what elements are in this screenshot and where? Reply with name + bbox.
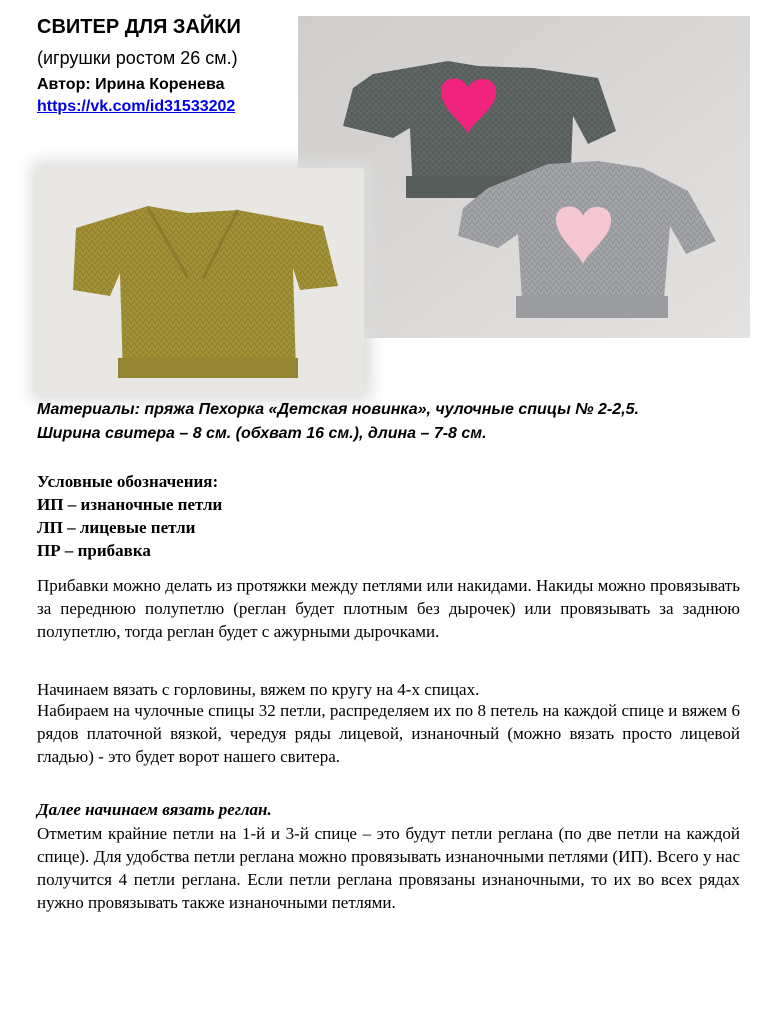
author-vk-link[interactable]: https://vk.com/id31533202 xyxy=(37,98,236,115)
raglan-heading: Далее начинаем вязать реглан. xyxy=(37,800,272,819)
paragraph-raglan: Отметим крайние петли на 1-й и 3-й спице – это будут петли реглана (по две петли на каждой спице). Для удобства петли реглана можно провязывать изнаночными петлями (ИП). Всего у нас получится 4 петли реглана. Если петли реглана провязаны изнаночными, то их во всех рядах нужно провязывать также изнаночными петлями. xyxy=(37,824,740,912)
photo-two-gray-sweaters xyxy=(298,16,750,338)
author-line: Автор: Ирина Коренева xyxy=(37,76,225,93)
paragraph-cast-on: Набираем на чулочные спицы 32 петли, распределяем их по 8 петель на каждой спице и вяжем 6 рядов платочной вязкой, чередуя ряды лицевой, изнаночный (можно вязать просто лицевой гладью) - это будет ворот нашего свитера. xyxy=(37,701,740,766)
paragraph-increases: Прибавки можно делать из протяжки между петлями или накидами. Накиды можно провязывать за переднюю полупетлю (реглан будет плотным без дырочек) или провязывать за заднюю полупетлю, тогда реглан будет с ажурными дырочками. xyxy=(37,576,740,641)
paragraph-start: Начинаем вязать с горловины, вяжем по кругу на 4-х спицах. xyxy=(37,680,480,699)
materials-line: Материалы: пряжа Пехорка «Детская новинка», чулочные спицы № 2-2,5. xyxy=(37,401,639,418)
legend-item: ЛП – лицевые петли xyxy=(37,518,196,537)
photo-mustard-sweater xyxy=(38,168,364,394)
document-subtitle: (игрушки ростом 26 см.) xyxy=(37,48,238,68)
legend-item: ИП – изнаночные петли xyxy=(37,495,223,514)
document-title: СВИТЕР ДЛЯ ЗАЙКИ xyxy=(37,16,241,38)
legend-title: Условные обозначения: xyxy=(37,472,219,491)
size-line: Ширина свитера – 8 см. (обхват 16 см.), длина – 7-8 см. xyxy=(37,425,487,442)
legend-item: ПР – прибавка xyxy=(37,541,151,560)
